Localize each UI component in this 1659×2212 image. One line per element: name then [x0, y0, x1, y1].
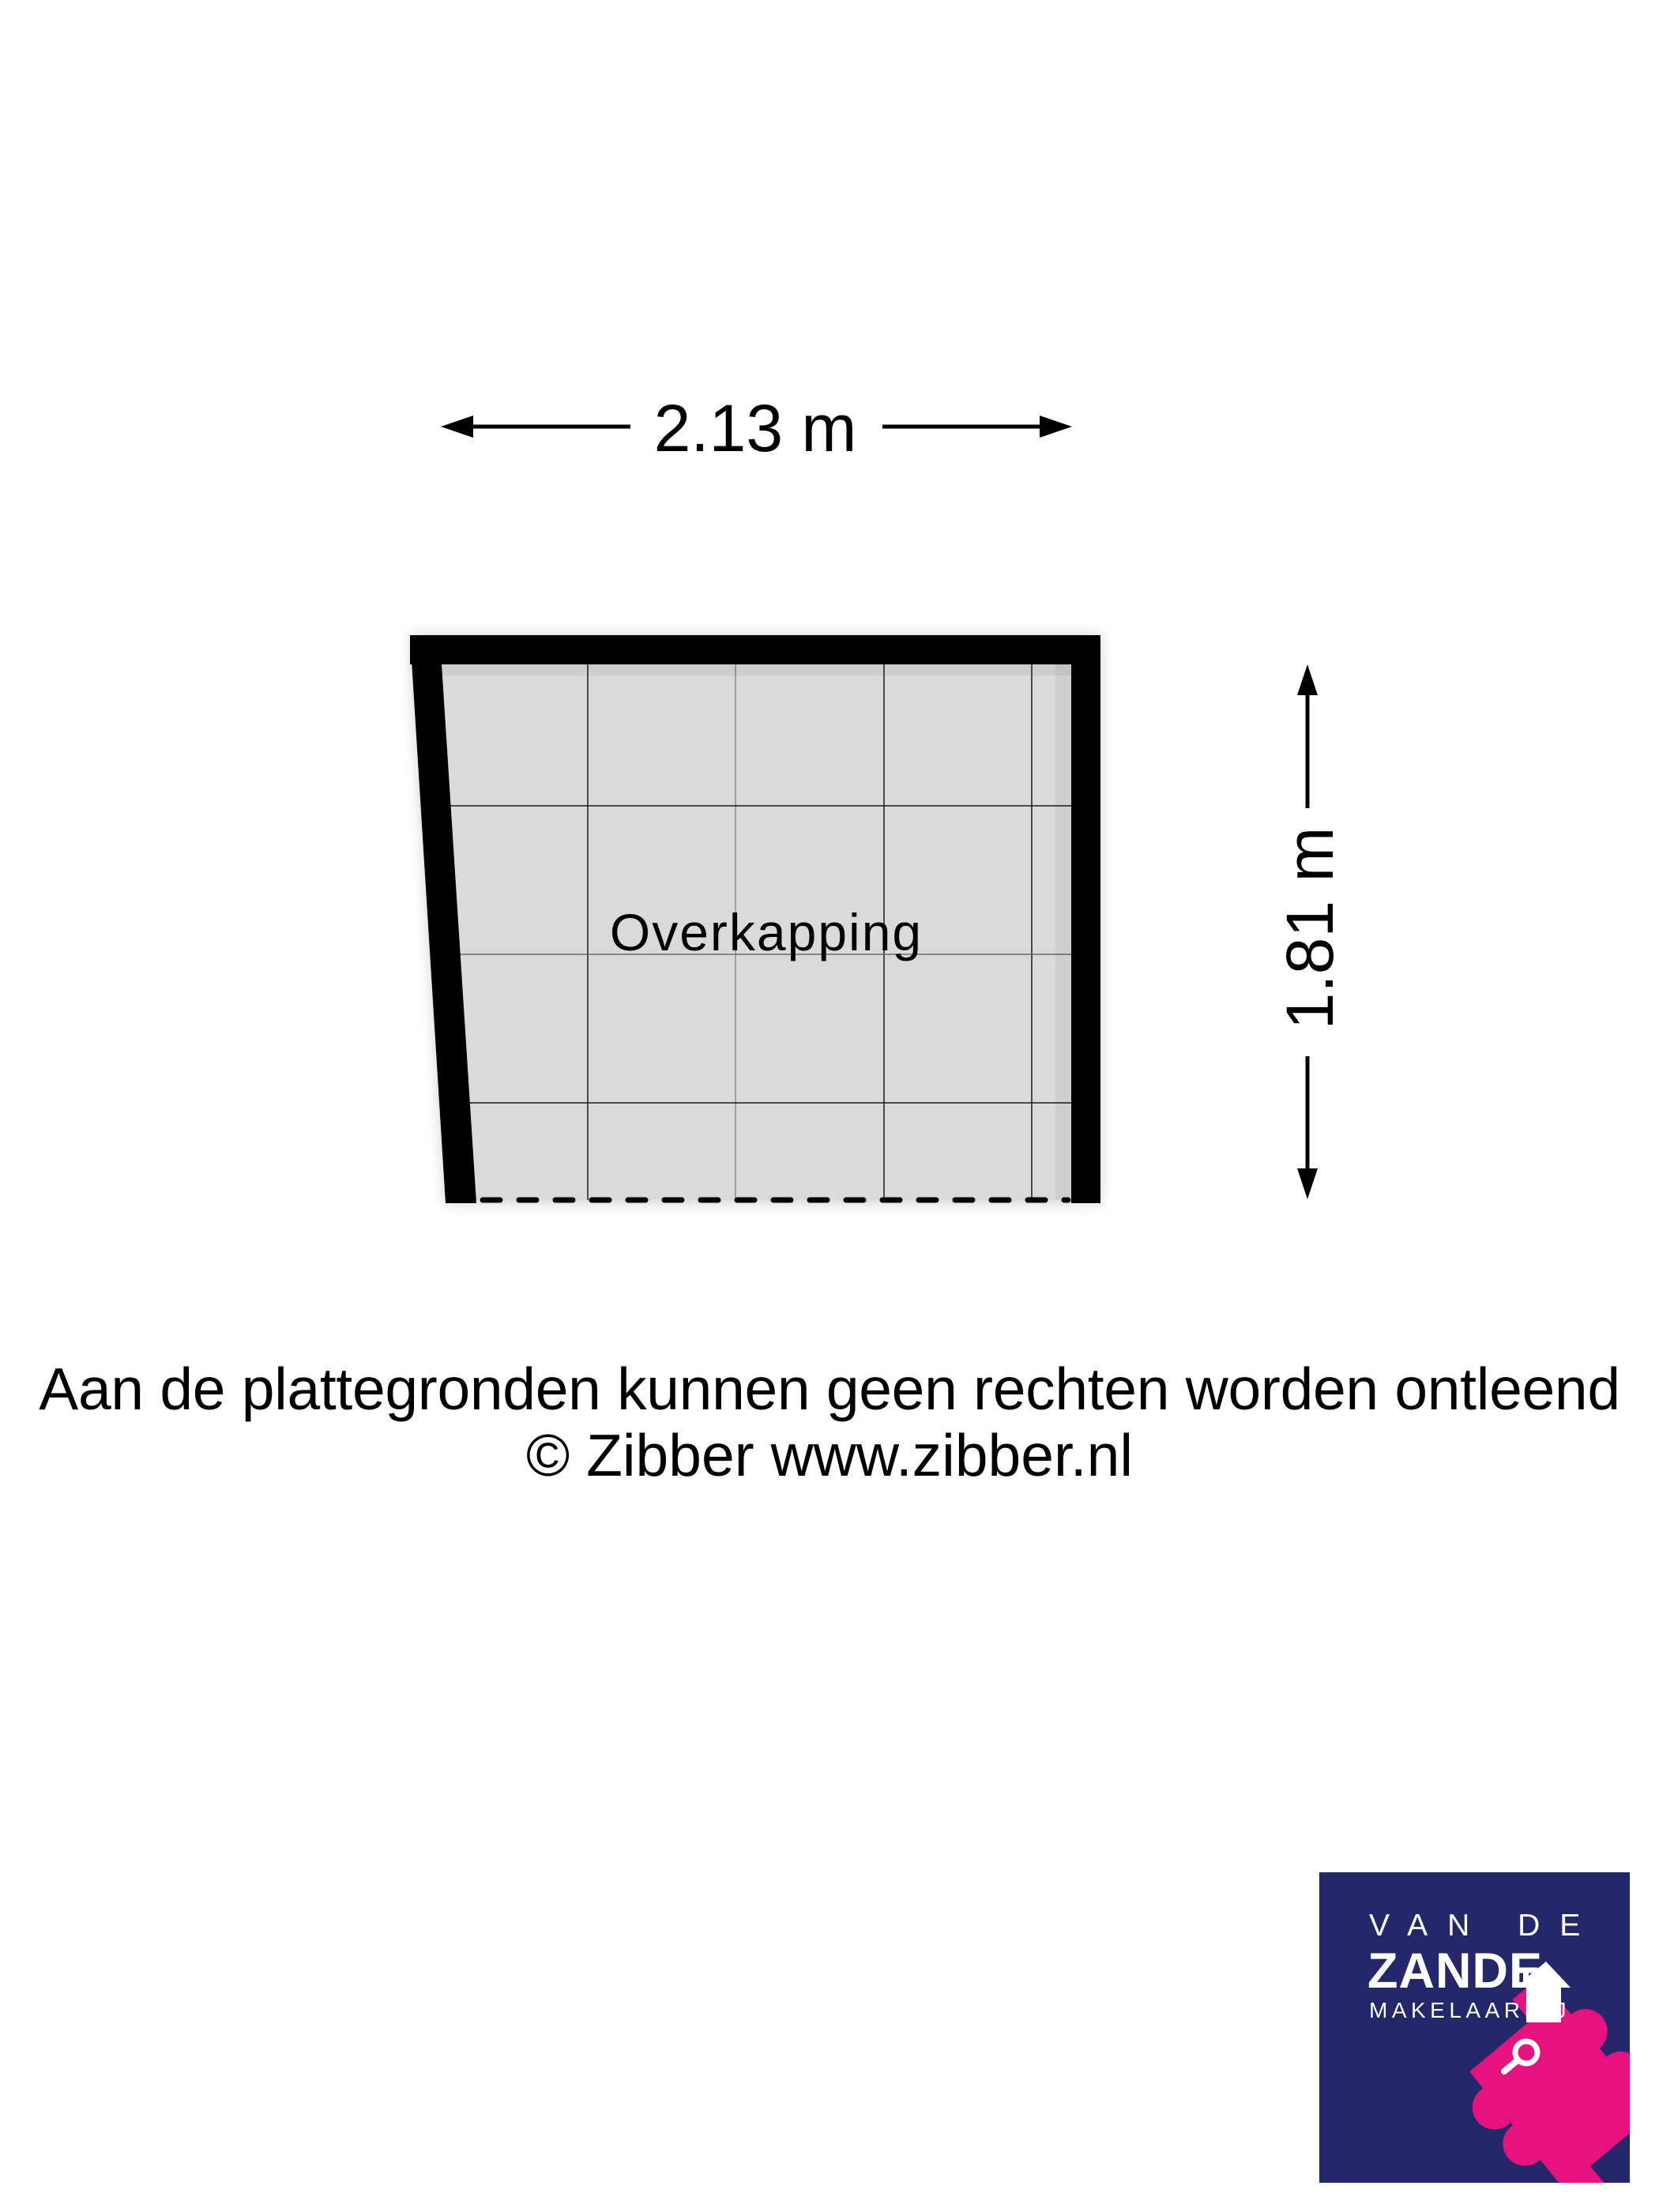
copyright-text: © Zibber www.zibber.nl	[525, 1422, 1134, 1488]
wall-right	[1071, 635, 1100, 1203]
width-dimension	[441, 391, 1072, 465]
logo-line-zande: ZANDE	[1367, 1943, 1543, 1999]
room-label: Overkapping	[609, 903, 924, 961]
logo-line-van-de: VAN DE	[1369, 1909, 1601, 1943]
arrow-down-icon	[1297, 1168, 1318, 1199]
width-label: 2.13 m	[653, 391, 857, 465]
arrow-up-icon	[1297, 664, 1318, 695]
wall-top	[410, 635, 1100, 664]
arrow-right-icon	[1040, 416, 1072, 438]
height-dimension	[1273, 664, 1347, 1199]
arrow-left-icon	[441, 416, 473, 438]
room-overkapping	[410, 635, 1100, 1203]
disclaimer-text: Aan de plattegronden kunnen geen rechten worden ontleend	[39, 1356, 1620, 1422]
height-label: 1.81 m	[1273, 826, 1347, 1030]
logo-line-makelaardij: MAKELAARDIJ	[1369, 1998, 1571, 2022]
